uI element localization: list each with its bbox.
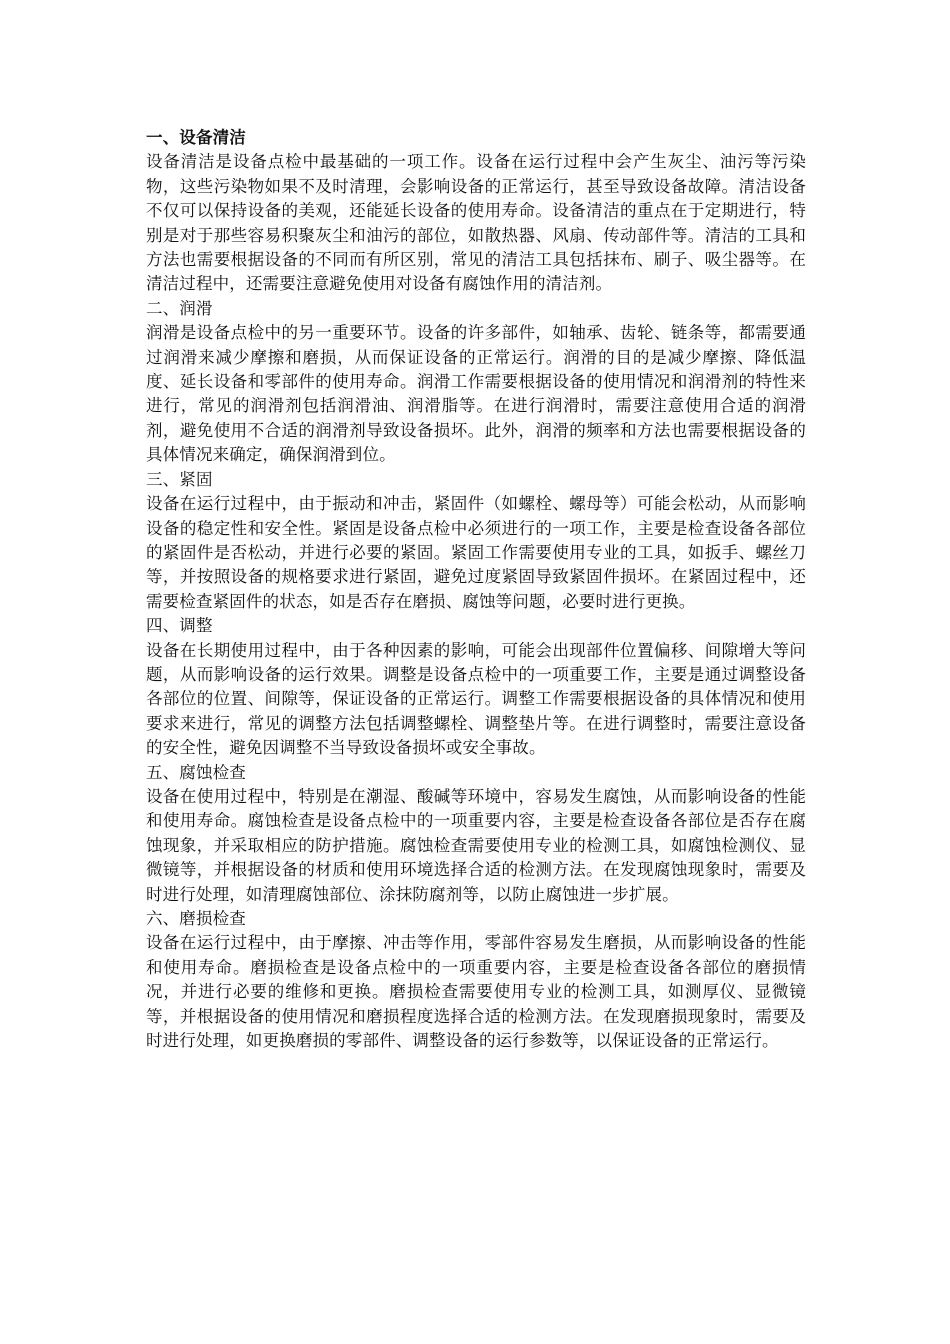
section-wear-check: [146, 907, 806, 1053]
section-body: 设备在运行过程中，由于摩擦、冲击等作用，零部件容易发生磨损，从而影响设备的性能和使用寿命。磨损检查是设备点检中的一项重要内容，主要是检查设备各部位的磨损情况，并进行必要的维修和更换。磨损检查需要使用专业的检测工具，如测厚仪、显微镜等，并根据设备的使用情况和磨损程度选择合适的检测方法。在发现磨损现象时，需要及时进行处理，如更换磨损的零部件、调整设备的运行参数等，以保证设备的正常运行。: [146, 933, 806, 1051]
section-cleaning: [146, 126, 806, 297]
section-body: 设备清洁是设备点检中最基础的一项工作。设备在运行过程中会产生灰尘、油污等污染物，这些污染物如果不及时清理，会影响设备的正常运行，甚至导致设备故障。清洁设备不仅可以保持设备的美观，还能延长设备的使用寿命。设备清洁的重点在于定期进行，特别是对于那些容易积聚灰尘和油污的部位，如散热器、风扇、传动部件等。清洁的工具和方法也需要根据设备的不同而有所区别，常见的清洁工具包括抹布、刷子、吸尘器等。在清洁过程中，还需要注意避免使用对设备有腐蚀作用的清洁剂。: [146, 152, 806, 294]
section-heading: 六、磨损检查: [146, 909, 246, 928]
section-body: 设备在长期使用过程中，由于各种因素的影响，可能会出现部件位置偏移、间隙增大等问题，从而影响设备的运行效果。调整是设备点检中的一项重要工作，主要是通过调整设备各部位的位置、间隙等，保证设备的正常运行。调整工作需要根据设备的具体情况和使用要求来进行，常见的调整方法包括调整螺栓、调整垫片等。在进行调整时，需要注意设备的安全性，避免因调整不当导致设备损坏或安全事故。: [146, 640, 806, 758]
section-heading: 三、紧固: [146, 469, 213, 489]
section-lubrication: [146, 297, 806, 468]
section-heading: 一、设备清洁: [146, 128, 246, 147]
section-body: 润滑是设备点检中的另一重要环节。设备的许多部件，如轴承、齿轮、链条等，都需要通过润滑来减少摩擦和磨损，从而保证设备的正常运行。润滑的目的是减少摩擦、降低温度、延长设备和零部件的使用寿命。润滑工作需要根据设备的使用情况和润滑剂的特性来进行，常见的润滑剂包括润滑油、润滑脂等。在进行润滑时，需要注意使用合适的润滑剂，避免使用不合适的润滑剂导致设备损坏。此外，润滑的频率和方法也需要根据设备的具体情况来确定，确保润滑到位。: [146, 323, 806, 465]
document-page: [146, 126, 806, 1053]
section-corrosion-check: [146, 761, 806, 907]
section-heading: 四、调整: [146, 616, 213, 636]
section-body: 设备在运行过程中，由于振动和冲击，紧固件（如螺栓、螺母等）可能会松动，从而影响设备的稳定性和安全性。紧固是设备点检中必须进行的一项工作，主要是检查设备各部位的紧固件是否松动，并进行必要的紧固。紧固工作需要使用专业的工具，如扳手、螺丝刀等，并按照设备的规格要求进行紧固，避免过度紧固导致紧固件损坏。在紧固过程中，还需要检查紧固件的状态，如是否存在磨损、腐蚀等问题，必要时进行更换。: [146, 494, 806, 611]
section-body: 设备在使用过程中，特别是在潮湿、酸碱等环境中，容易发生腐蚀，从而影响设备的性能和使用寿命。腐蚀检查是设备点检中的一项重要内容，主要是检查设备各部位是否存在腐蚀现象，并采取相应的防护措施。腐蚀检查需要使用专业的检测工具，如腐蚀检测仪、显微镜等，并根据设备的材质和使用环境选择合适的检测方法。在发现腐蚀现象时，需要及时进行处理，如清理腐蚀部位、涂抹防腐剂等，以防止腐蚀进一步扩展。: [146, 786, 806, 904]
section-adjustment: [146, 614, 806, 760]
section-heading: 五、腐蚀检查: [146, 762, 246, 782]
section-fastening: [146, 468, 806, 614]
section-heading: 二、润滑: [146, 298, 213, 318]
